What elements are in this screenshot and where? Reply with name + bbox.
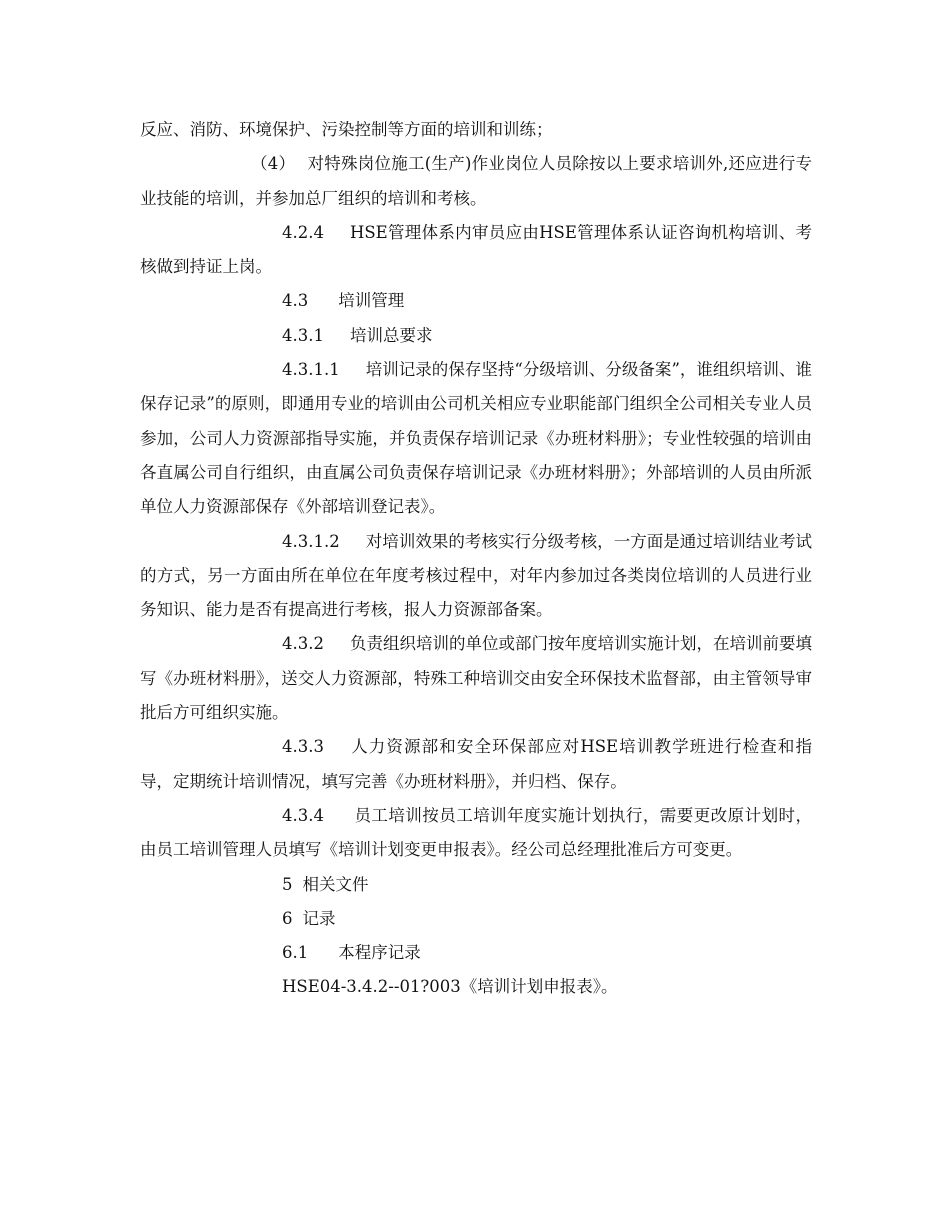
item-number: （4） bbox=[251, 154, 296, 174]
section-number: 4.3.2 bbox=[282, 634, 324, 654]
heading-6 bbox=[140, 902, 812, 936]
section-number: 5 bbox=[282, 874, 293, 894]
section-4-2-4 bbox=[140, 216, 812, 285]
heading-text: 培训总要求 bbox=[349, 325, 433, 345]
paragraph-text: 负责组织培训的单位或部门按年度培训实施计划，在培训前要填写《办班材料册》，送交人力资源部，特殊工种培训交由安全环保技术监督部，由主管领导审批后方可组织实施。 bbox=[140, 634, 812, 723]
heading-text: 培训管理 bbox=[338, 291, 405, 311]
paragraph-text: 对培训效果的考核实行分级考核，一方面是通过培训结业考试的方式，另一方面由所在单位在年度考核过程中，对年内参加过各类岗位培训的人员进行业务知识、能力是否有提高进行考核，报人力资源部备案。 bbox=[140, 531, 812, 620]
paragraph-text: 员工培训按员工培训年度实施计划执行，需要更改原计划时，由员工培训管理人员填写《培训计划变更申报表》。经公司总经理批准后方可变更。 bbox=[140, 805, 812, 860]
heading-text: 记录 bbox=[302, 908, 336, 928]
paragraph-text: 培训记录的保存坚持“分级培训、分级备案”，谁组织培训、谁保存记录”的原则，即通用专业的培训由公司机关相应专业职能部门组织全公司相关专业人员参加，公司人力资源部指导实施，并负责保存培训记录《办班材料册》；专业性较强的培训由各直属公司自行组织，由直属公司负责保存培训记录《办班材料册》；外部培训的人员由所派单位人力资源部保存《外部培训登记表》。 bbox=[140, 360, 812, 517]
section-number: 6.1 bbox=[282, 943, 309, 963]
record-form-text: HSE04-3.4.2--01?003《培训计划申报表》。 bbox=[282, 977, 618, 997]
section-4-3-3 bbox=[140, 730, 812, 799]
heading-text: 本程序记录 bbox=[338, 943, 421, 963]
heading-text: 相关文件 bbox=[302, 874, 369, 894]
section-number: 6 bbox=[282, 908, 293, 928]
paragraph-text: 反应、消防、环境保护、污染控制等方面的培训和训练； bbox=[140, 120, 553, 139]
section-number: 4.3 bbox=[282, 291, 309, 311]
section-number: 4.3.1.2 bbox=[282, 531, 340, 551]
section-4-3-4 bbox=[140, 799, 812, 868]
section-4-3-2 bbox=[140, 627, 812, 730]
heading-6-1 bbox=[140, 936, 812, 970]
heading-4-3-1 bbox=[140, 319, 812, 353]
section-number: 4.3.4 bbox=[282, 805, 324, 825]
paragraph-text: HSE管理体系内审员应由HSE管理体系认证咨询机构培训、考核做到持证上岗。 bbox=[140, 222, 812, 277]
section-4-3-1-2 bbox=[140, 525, 812, 628]
record-form-line bbox=[140, 970, 812, 1004]
heading-5 bbox=[140, 868, 812, 902]
paragraph-text: 对特殊岗位施工(生产)作业岗位人员除按以上要求培训外,还应进行专业技能的培训，并参加总厂组织的培训和考核。 bbox=[140, 154, 812, 208]
section-number: 4.3.3 bbox=[282, 737, 324, 757]
paragraph-item-4 bbox=[140, 147, 812, 216]
section-number: 4.2.4 bbox=[282, 222, 324, 242]
section-number: 4.3.1 bbox=[282, 325, 324, 345]
document-page bbox=[140, 113, 812, 1005]
section-4-3-1-1 bbox=[140, 353, 812, 524]
section-number: 4.3.1.1 bbox=[282, 360, 340, 380]
paragraph-text: 人力资源部和安全环保部应对HSE培训教学班进行检查和指导，定期统计培训情况，填写完善《办班材料册》，并归档、保存。 bbox=[140, 737, 812, 791]
paragraph-training-topics bbox=[140, 113, 812, 147]
heading-4-3 bbox=[140, 284, 812, 318]
